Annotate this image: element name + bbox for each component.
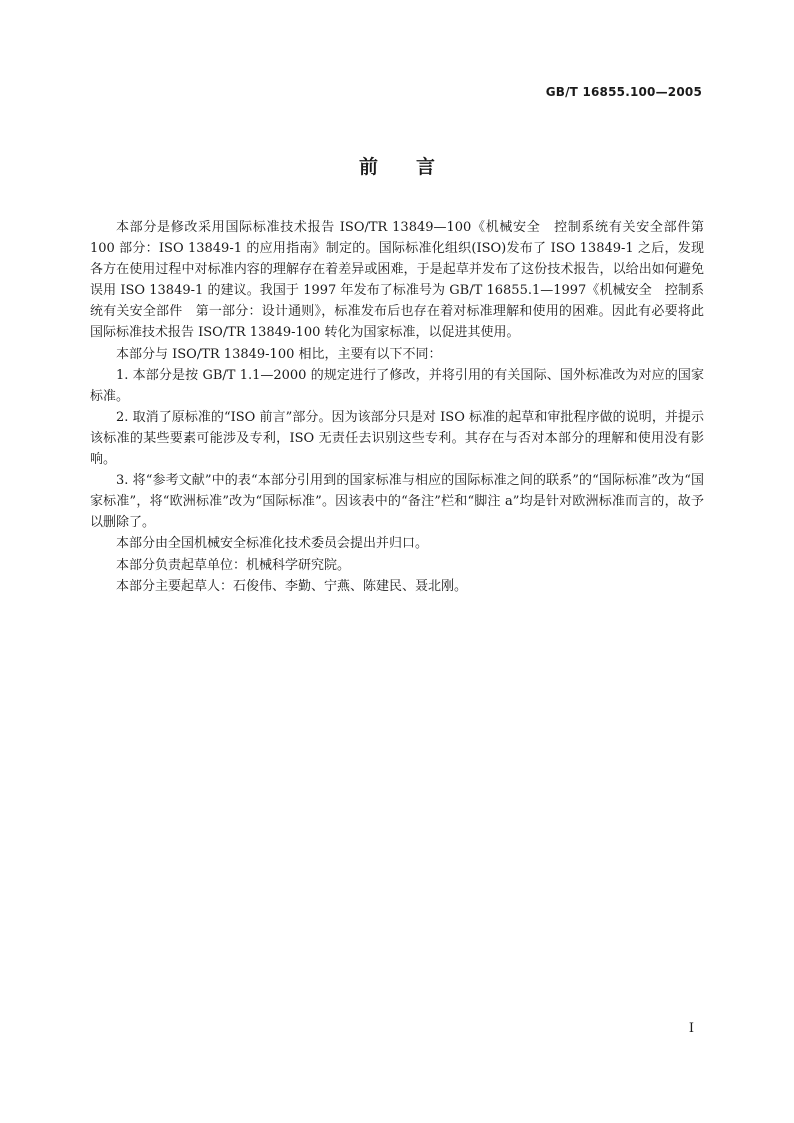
foreword-body [90, 217, 704, 597]
paragraph-differences-lead: 本部分与 ISO/TR 13849-100 相比，主要有以下不同： [116, 346, 442, 362]
paragraph-difference-1: 1. 本部分是按 GB/T 1.1—2000 的规定进行了修改，并将引用的有关国际、国外标准改为对应的国家标准。 [90, 367, 704, 404]
paragraph-proposer: 本部分由全国机械安全标准化技术委员会提出并归口。 [116, 536, 429, 552]
standard-code: GB/T 16855.100—2005 [545, 85, 702, 99]
paragraph-drafters: 本部分主要起草人：石俊伟、李勤、宁燕、陈建民、聂北刚。 [116, 578, 468, 594]
paragraph-difference-2: 2. 取消了原标准的“ISO 前言”部分。因为该部分只是对 ISO 标准的起草和审批程序做的说明，并提示该标准的某些要素可能涉及专利，ISO 无责任去识别这些专利。其存在与否对本部分的理解和使用没有影响。 [90, 409, 704, 468]
paragraph-intro: 本部分是修改采用国际标准技术报告 ISO/TR 13849—100《机械安全 控制系统有关安全部件第 100 部分：ISO 13849-1 的应用指南》制定的。国际标准化组织(ISO)发布了 ISO 13849-1 之后，发现各方在使用过程中对标准内容的理解存在着差异或困难，于是起草并发布了这份技术报告，以给出如何避免误用 ISO 13849-1 的建议。我国于 1997 年发布了标准号为 GB/T 16855.1—1997《机械安全 控制系统有关安全部件 第一部分：设计通则》，标准发布后也存在着对标准理解和使用的困难。因此有必要将此国际标准技术报告 ISO/TR 13849-100 转化为国家标准，以促进其使用。 [90, 220, 704, 341]
paragraph-difference-3: 3. 将“参考文献”中的表“本部分引用到的国家标准与相应的国际标准之间的联系”的“国际标准”改为“国家标准”，将“欧洲标准”改为“国际标准”。因该表中的“备注”栏和“脚注 a”均是针对欧洲标准而言的，故予以删除了。 [90, 473, 704, 531]
paragraph-drafting-unit: 本部分负责起草单位：机械科学研究院。 [116, 557, 351, 573]
page-number: I [688, 1021, 694, 1036]
page-title: 前言 [358, 156, 473, 178]
